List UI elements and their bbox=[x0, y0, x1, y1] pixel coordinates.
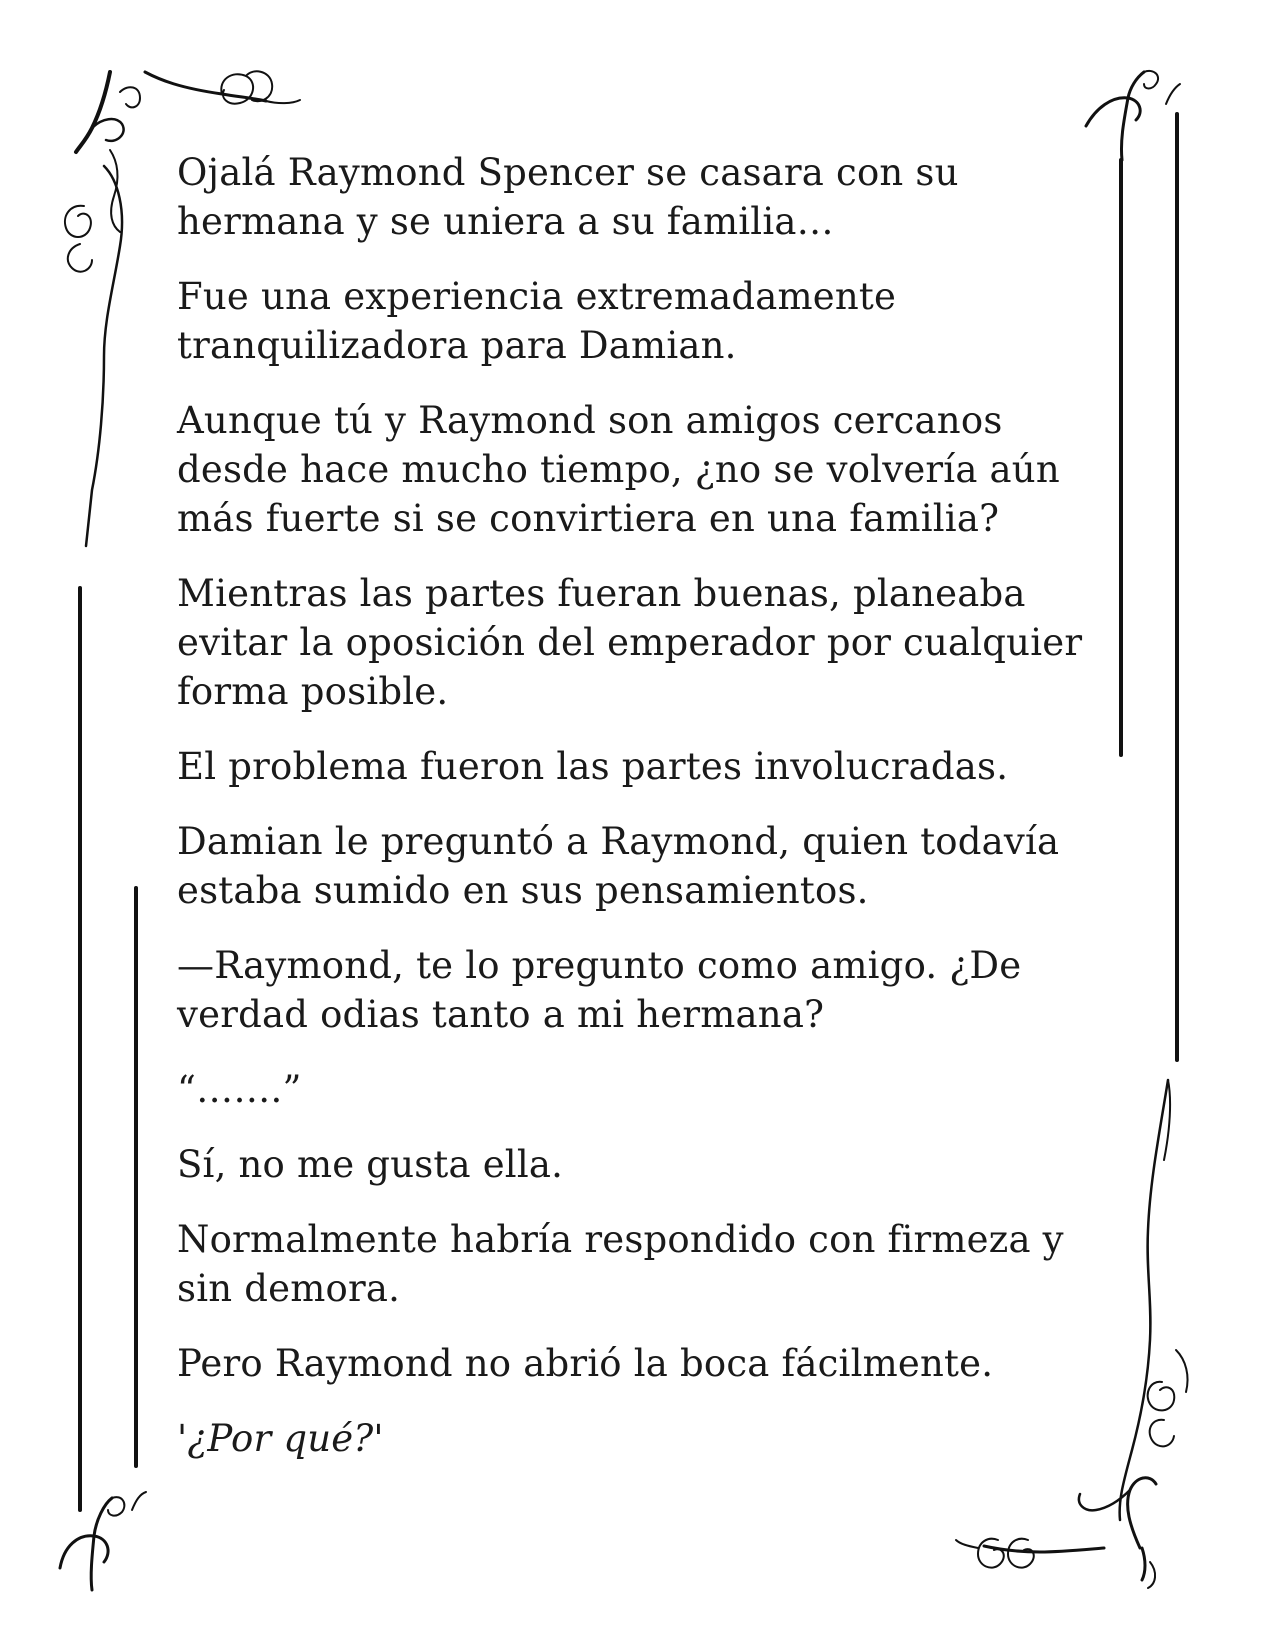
bottom-left-flourish bbox=[60, 1492, 146, 1590]
paragraph: —Raymond, te lo pregunto como amigo. ¿De verdad odias tanto a mi hermana? bbox=[177, 944, 1022, 1036]
paragraph: Ojalá Raymond Spencer se casara con su hermana y se uniera a su familia… bbox=[177, 151, 959, 243]
paragraph: Mientras las partes fueran buenas, planeaba evitar la oposición del emperador por cualquier forma posible. bbox=[177, 572, 1083, 713]
body-text bbox=[177, 148, 1117, 1489]
paragraph: El problema fueron las partes involucradas. bbox=[177, 745, 1009, 788]
paragraph: Damian le preguntó a Raymond, quien todavía estaba sumido en sus pensamientos. bbox=[177, 820, 1060, 912]
paragraph: Aunque tú y Raymond son amigos cercanos desde hace mucho tiempo, ¿no se volvería aún más fuerte si se convirtiera en una familia? bbox=[177, 399, 1060, 540]
paragraph: “…….” bbox=[177, 1068, 302, 1111]
paragraph-italic: '¿Por qué?' bbox=[177, 1417, 384, 1460]
paragraph: Pero Raymond no abrió la boca fácilmente. bbox=[177, 1342, 994, 1385]
top-right-flourish bbox=[1086, 71, 1180, 160]
paragraph: Sí, no me gusta ella. bbox=[177, 1143, 564, 1186]
paragraph: Normalmente habría respondido con firmeza y sin demora. bbox=[177, 1218, 1064, 1310]
paragraph: Fue una experiencia extremadamente tranquilizadora para Damian. bbox=[177, 275, 897, 367]
